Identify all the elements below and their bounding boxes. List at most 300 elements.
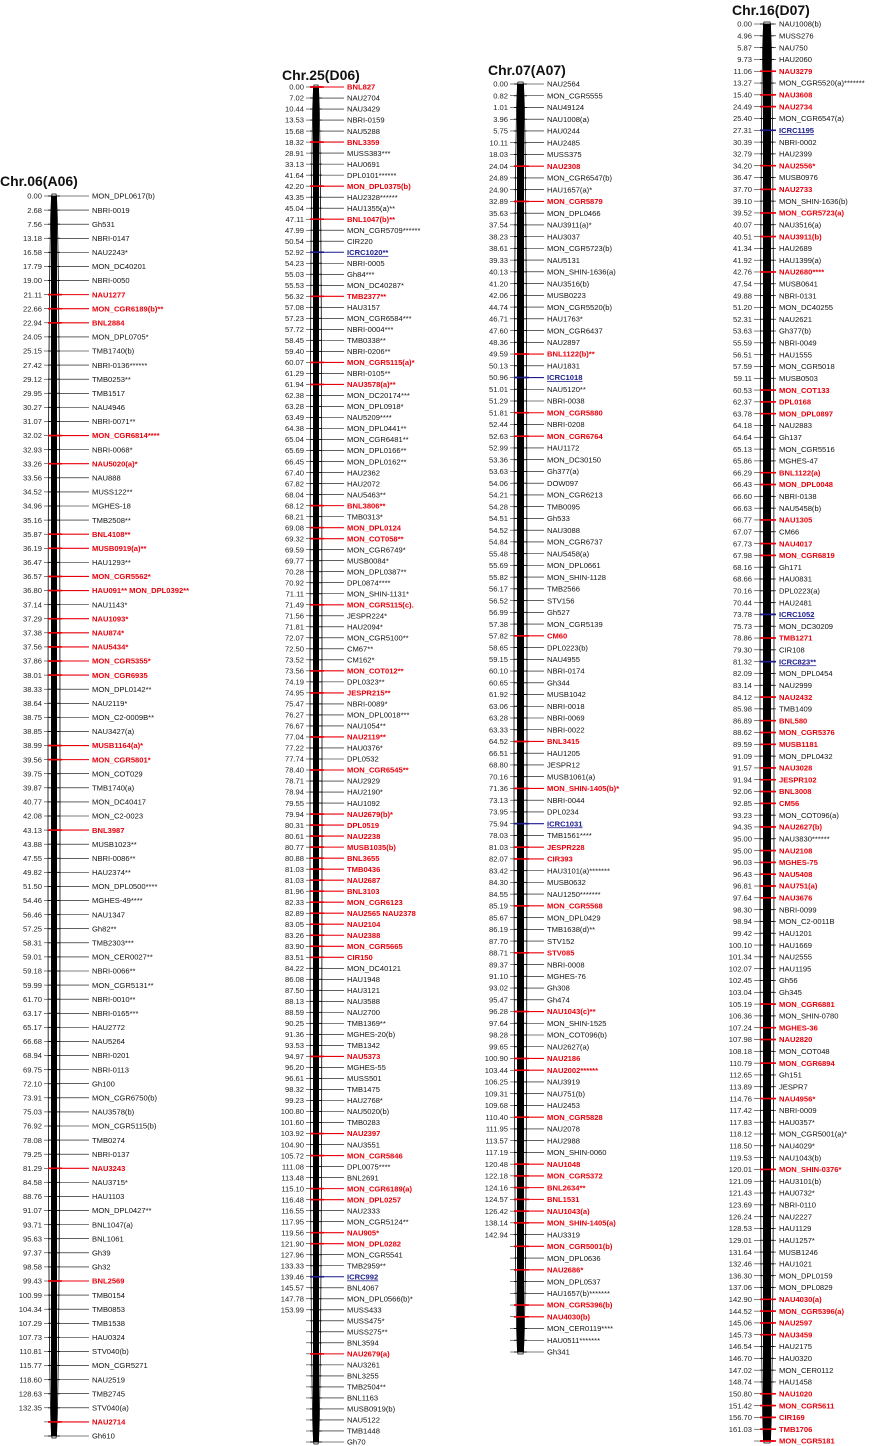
marker-position: 42.08 (22, 811, 42, 821)
marker-name: MON_CGR6547(a) (779, 114, 844, 124)
marker-position: 66.77 (732, 515, 752, 525)
marker-name: BNL3008 (779, 787, 812, 797)
marker-name: MON_DPL0432 (779, 751, 833, 761)
marker-position: 96.43 (732, 869, 752, 879)
marker-name: HAU1201 (779, 928, 812, 938)
marker-position: 81.96 (284, 886, 304, 896)
marker-name: NAU2104 (347, 919, 381, 929)
marker-name: CIR108 (779, 645, 805, 655)
marker-name: MON_CGR5131** (92, 980, 154, 990)
marker-position: 59.40 (284, 347, 304, 357)
marker-name: NBRI-0022 (547, 725, 585, 735)
marker-position: 30.39 (732, 137, 752, 147)
marker-position: 64.52 (488, 737, 508, 747)
marker-position: 40.77 (22, 797, 42, 807)
marker-name: NAU5463** (347, 490, 386, 500)
marker-name: NAU3459 (779, 1330, 813, 1340)
marker-name: HAU2399 (779, 149, 812, 159)
marker-name: NAU3028 (779, 763, 813, 773)
marker-name: TMB1538 (92, 1318, 125, 1328)
marker-position: 97.64 (488, 1018, 508, 1028)
marker-position: 66.45 (284, 457, 304, 467)
marker-name: BNL3415 (547, 737, 580, 747)
marker-position: 94.97 (284, 1052, 304, 1062)
marker-position: 38.64 (22, 698, 42, 708)
marker-name: MON_COT029 (92, 769, 143, 779)
marker-position: 98.28 (488, 1030, 508, 1040)
marker-position: 76.27 (284, 710, 304, 720)
marker-position: 51.01 (488, 384, 508, 394)
marker-name: NAU5122 (347, 1415, 380, 1425)
marker-name: STV156 (547, 596, 575, 606)
marker-name: NAU3911(b) (779, 232, 822, 242)
marker-name: NAU2002****** (547, 1065, 599, 1075)
marker-name: NAU1020 (779, 1389, 813, 1399)
marker-position: 72.50 (284, 644, 304, 654)
marker-position: 21.11 (23, 290, 42, 300)
marker-position: 10.11 (489, 138, 508, 148)
marker-name: Gh308 (547, 983, 570, 993)
marker-position: 91.36 (284, 1030, 304, 1040)
marker-position: 148.74 (728, 1377, 752, 1387)
marker-position: 133.33 (280, 1261, 304, 1271)
marker-position: 70.16 (488, 772, 508, 782)
marker-position: 32.79 (732, 149, 752, 159)
marker-position: 16.58 (22, 248, 42, 258)
chromosome-core (313, 87, 319, 1442)
marker-position: 144.52 (728, 1306, 752, 1316)
marker-name: NAU2897 (547, 337, 580, 347)
marker-name: NAU3588 (347, 997, 380, 1007)
marker-position: 80.77 (284, 842, 304, 852)
marker-name: MUSB0632 (547, 878, 586, 888)
marker-name: NBRI-0008 (547, 960, 585, 970)
marker-position: 32.02 (22, 431, 42, 441)
marker-position: 43.88 (22, 839, 42, 849)
marker-position: 74.95 (284, 688, 304, 698)
marker-name: Gh533 (547, 514, 570, 524)
marker-name: NAU3830****** (779, 834, 830, 844)
marker-position: 47.54 (732, 279, 752, 289)
marker-name: MGHES-18 (92, 501, 131, 511)
marker-position: 137.06 (728, 1283, 752, 1293)
marker-position: 0.00 (493, 79, 508, 89)
marker-name: MUSB0503 (779, 373, 818, 383)
marker-name: BNL3594 (347, 1338, 379, 1348)
marker-position: 79.25 (22, 1149, 42, 1159)
marker-name: CIR169 (779, 1413, 805, 1423)
marker-position: 81.32 (732, 657, 752, 667)
marker-name: MON_CGR5376 (779, 728, 835, 738)
marker-position: 52.99 (488, 443, 508, 453)
marker-position: 96.81 (732, 881, 752, 891)
marker-name: MON_DPL0166** (347, 446, 407, 456)
chromosome-title: Chr.07(A07) (488, 62, 566, 78)
marker-position: 47.11 (285, 214, 304, 224)
marker-name: MON_DPL0441** (347, 424, 407, 434)
marker-position: 126.42 (484, 1206, 508, 1216)
marker-name: TMB0853 (92, 1304, 125, 1314)
marker-name: ICRC992 (347, 1272, 379, 1282)
marker-position: 114.76 (729, 1094, 752, 1104)
marker-position: 73.95 (488, 807, 508, 817)
marker-name: MON_DPL0829 (779, 1283, 833, 1293)
marker-position: 42.76 (732, 267, 752, 277)
marker-name: MON_SHIN-1128 (547, 572, 606, 582)
marker-position: 68.04 (284, 490, 304, 500)
marker-position: 121.90 (280, 1239, 304, 1249)
marker-name: HAU1293** (92, 558, 131, 568)
marker-position: 83.05 (284, 919, 304, 929)
marker-position: 77.22 (284, 743, 304, 753)
marker-name: NAU5020(b) (347, 1107, 390, 1117)
marker-name: TMB1561**** (547, 831, 592, 841)
marker-position: 70.92 (284, 578, 304, 588)
marker-position: 65.17 (22, 1023, 42, 1033)
marker-position: 47.99 (284, 225, 304, 235)
marker-name: MUSB1035(b) (347, 842, 396, 852)
marker-name: MUSB0919(b) (347, 1404, 396, 1414)
marker-position: 57.23 (284, 314, 304, 324)
marker-position: 36.47 (22, 558, 42, 568)
marker-position: 69.75 (22, 1065, 42, 1075)
marker-position: 106.36 (728, 1011, 752, 1021)
marker-name: MUSS375 (547, 150, 582, 160)
marker-name: MON_COT012** (347, 666, 404, 676)
marker-position: 104.90 (280, 1140, 304, 1150)
marker-name: HAU3319 (547, 1230, 580, 1240)
marker-position: 87.70 (488, 936, 508, 946)
marker-name: NAU3279 (779, 66, 813, 76)
marker-position: 59.01 (22, 952, 42, 962)
marker-name: NAU1054** (347, 721, 386, 731)
marker-position: 46.71 (488, 314, 508, 324)
marker-position: 54.23 (284, 258, 304, 268)
marker-name: MON_DPL0257 (347, 1195, 402, 1205)
marker-position: 139.46 (280, 1272, 304, 1282)
marker-name: NAU2333 (347, 1206, 380, 1216)
marker-position: 71.49 (284, 600, 304, 610)
marker-name: NAU2597 (779, 1318, 813, 1328)
marker-position: 55.59 (732, 338, 752, 348)
marker-name: MON_CGR6584*** (347, 314, 412, 324)
marker-position: 88.71 (488, 948, 508, 958)
marker-position: 153.99 (280, 1305, 304, 1315)
marker-name: MGHES-55 (347, 1063, 386, 1073)
marker-name: NAU2820 (779, 1035, 813, 1045)
marker-name: MON_CGR5124** (347, 1217, 409, 1227)
marker-position: 78.71 (284, 776, 304, 786)
marker-position: 37.29 (22, 614, 42, 624)
marker-name: MON_COT133 (779, 385, 830, 395)
marker-name: MUSS275** (347, 1327, 388, 1337)
marker-position: 39.75 (22, 769, 42, 779)
marker-name: ICRC1195 (779, 125, 815, 135)
marker-name: TMB1342 (347, 1041, 380, 1051)
marker-position: 138.14 (484, 1218, 508, 1228)
marker-name: CM56 (779, 799, 800, 809)
marker-position: 58.45 (284, 336, 304, 346)
marker-name: Gh527 (547, 608, 570, 618)
marker-name: BNL2569 (92, 1276, 125, 1286)
marker-name: MON_SHIN-1525 (547, 1018, 607, 1028)
marker-position: 97.64 (732, 893, 752, 903)
marker-name: NAU2078 (547, 1124, 580, 1134)
marker-name: NBRI-0019 (92, 205, 130, 215)
marker-position: 120.48 (484, 1159, 508, 1169)
marker-position: 64.64 (732, 432, 752, 442)
marker-name: DPL0532 (347, 754, 379, 764)
marker-name: JESPR215** (347, 688, 391, 698)
marker-name: NAU2734 (779, 102, 813, 112)
marker-name: BNL3655 (347, 853, 380, 863)
marker-name: MON_CGR5516 (779, 444, 835, 454)
marker-name: HAU1669 (779, 940, 812, 950)
marker-name: MON_SHIN-1405(b)* (547, 784, 620, 794)
marker-position: 113.57 (485, 1136, 508, 1146)
marker-name: NAU3715* (92, 1178, 128, 1188)
marker-name: NAU2929 (347, 776, 380, 786)
marker-name: Gh377(a) (547, 467, 580, 477)
marker-name: HAU2453 (547, 1101, 580, 1111)
marker-position: 81.03 (284, 864, 304, 874)
marker-name: TMB0154 (92, 1290, 125, 1300)
marker-name: NAU5120** (547, 384, 586, 394)
marker-name: CM67** (347, 644, 374, 654)
marker-name: NAU1043(a) (547, 1206, 590, 1216)
marker-position: 142.90 (728, 1295, 752, 1304)
marker-name: NAU2119** (347, 732, 386, 742)
marker-name: ICRC1052 (779, 610, 815, 620)
marker-position: 59.15 (488, 654, 508, 664)
marker-position: 42.06 (488, 291, 508, 301)
marker-position: 54.06 (488, 478, 508, 488)
marker-name: NAU5020(a)* (92, 459, 138, 469)
marker-name: MON_CGR5139 (547, 619, 603, 629)
marker-name: NBRI-0069 (547, 713, 585, 723)
marker-position: 0.00 (289, 82, 304, 92)
marker-name: ICRC1018 (547, 373, 583, 383)
marker-name: DPL0874**** (347, 578, 391, 588)
marker-name: NBRI-0004*** (347, 325, 394, 335)
marker-name: NAU3427(a) (92, 727, 135, 737)
marker-position: 91.10 (488, 971, 508, 981)
marker-position: 53.63 (488, 467, 508, 477)
marker-name: MGHES-47 (779, 456, 818, 466)
marker-position: 136.30 (728, 1271, 752, 1281)
marker-name: Gh151 (779, 1070, 802, 1080)
marker-position: 107.73 (18, 1333, 42, 1343)
marker-position: 17.79 (22, 262, 42, 272)
marker-name: NAU2565 NAU2378 (347, 908, 416, 918)
marker-name: Gh137 (779, 432, 802, 442)
marker-name: MON_CGR5562* (92, 572, 151, 582)
marker-name: BNL3359 (347, 137, 380, 147)
marker-position: 92.85 (732, 799, 752, 809)
marker-position: 34.20 (732, 161, 752, 171)
marker-name: BNL2634** (547, 1183, 586, 1193)
marker-name: MON_DPL0466 (547, 208, 601, 218)
marker-position: 82.33 (284, 897, 304, 907)
marker-position: 41.92 (732, 255, 752, 265)
marker-position: 40.07 (732, 220, 752, 230)
marker-position: 84.12 (732, 692, 752, 702)
marker-name: HAU3037 (547, 232, 580, 242)
marker-name: NBRI-0010** (92, 994, 136, 1004)
marker-name: MON_SHIN-1636(b) (779, 196, 848, 206)
marker-name: NAU3516(a) (779, 220, 822, 230)
marker-position: 34.52 (22, 487, 42, 497)
marker-position: 55.53 (284, 280, 304, 290)
marker-name: HAU2190* (347, 787, 383, 797)
marker-position: 88.59 (284, 1008, 304, 1018)
marker-name: NAU1093* (92, 614, 129, 624)
marker-name: NAU3608 (779, 90, 813, 100)
marker-position: 128.53 (728, 1224, 752, 1234)
marker-name: NBRI-0009 (779, 1106, 817, 1116)
marker-position: 131.64 (728, 1247, 752, 1257)
marker-position: 68.16 (732, 562, 752, 572)
marker-position: 70.44 (732, 598, 752, 608)
marker-name: NAU4955 (547, 654, 580, 664)
marker-position: 85.67 (488, 913, 508, 923)
marker-name: Gh70 (347, 1437, 366, 1446)
marker-name: BNL3255 (347, 1371, 379, 1381)
marker-name: HAU0244 (547, 126, 580, 136)
marker-name: MON_DPL0048 (779, 480, 834, 490)
marker-position: 66.68 (22, 1037, 42, 1047)
marker-position: 120.01 (728, 1165, 752, 1175)
marker-name: HAU2772 (92, 1023, 125, 1033)
marker-position: 69.77 (284, 556, 304, 566)
marker-name: HAU2094* (347, 622, 383, 632)
marker-position: 0.00 (737, 19, 752, 29)
marker-name: MON_CGR5709****** (347, 225, 421, 235)
marker-name: MUSB0084* (347, 556, 389, 566)
marker-name: MON_CGR6123 (347, 897, 403, 907)
marker-position: 119.56 (281, 1228, 304, 1238)
marker-position: 54.21 (488, 490, 508, 500)
marker-name: NAU4029* (779, 1141, 815, 1151)
marker-position: 2.68 (27, 205, 42, 215)
marker-name: NAU3919 (547, 1077, 580, 1087)
marker-name: Gh345 (779, 987, 802, 997)
marker-position: 47.60 (488, 326, 508, 336)
marker-name: MON_CGR5520(a)******* (779, 78, 865, 88)
marker-position: 60.07 (284, 358, 304, 368)
marker-position: 83.90 (284, 941, 304, 951)
marker-position: 124.57 (484, 1195, 508, 1205)
marker-position: 38.85 (22, 727, 42, 737)
marker-position: 38.61 (488, 244, 508, 254)
marker-position: 35.16 (22, 515, 42, 525)
marker-name: NBRI-0071** (92, 417, 136, 427)
marker-position: 102.45 (728, 976, 752, 986)
marker-position: 50.96 (488, 373, 508, 383)
marker-name: TMB1517 (92, 388, 125, 398)
marker-position: 10.44 (284, 104, 304, 114)
marker-name: MUSB0976 (779, 173, 818, 183)
marker-position: 68.80 (488, 760, 508, 770)
marker-name: MON_SHIN-1636(a) (547, 267, 616, 277)
marker-name: NBRI-0131 (779, 291, 817, 301)
marker-name: NAU2700 (347, 1008, 380, 1018)
marker-name: TMB0253** (92, 374, 131, 384)
marker-position: 121.09 (728, 1176, 752, 1186)
marker-position: 106.25 (484, 1077, 508, 1087)
marker-name: NAU2519 (92, 1375, 125, 1385)
marker-position: 64.18 (732, 421, 752, 431)
marker-position: 49.88 (732, 291, 752, 301)
marker-position: 65.04 (284, 435, 304, 445)
marker-name: Gh39 (92, 1248, 111, 1258)
marker-position: 71.11 (285, 589, 304, 599)
marker-name: Gh84*** (347, 269, 375, 279)
marker-position: 18.32 (284, 137, 304, 147)
marker-position: 66.63 (732, 503, 752, 513)
marker-name: NAU2714 (92, 1417, 126, 1427)
marker-name: DPL0075**** (347, 1162, 391, 1172)
marker-name: HAU1355(a)** (347, 203, 396, 213)
marker-name: MON_SHIN-1405(a) (547, 1218, 616, 1228)
marker-position: 51.81 (488, 408, 508, 418)
marker-name: MON_CGR6189(a) (347, 1184, 412, 1194)
marker-name: NAU2999 (779, 680, 812, 690)
marker-name: TMB0283 (347, 1118, 380, 1128)
marker-name: NAU5458(a) (547, 549, 590, 559)
marker-name: MON_COT048 (779, 1047, 830, 1057)
marker-name: MON_COT096(b) (547, 1030, 607, 1040)
marker-position: 113.89 (729, 1082, 752, 1092)
marker-position: 38.01 (22, 670, 42, 680)
marker-name: NAU2397 (347, 1129, 381, 1139)
marker-name: BNL3806** (347, 501, 386, 511)
marker-position: 115.10 (281, 1184, 304, 1194)
marker-position: 59.18 (22, 966, 42, 976)
marker-position: 57.72 (284, 325, 304, 335)
marker-name: MON_SHIN-0060 (547, 1148, 607, 1158)
marker-position: 105.72 (280, 1151, 304, 1161)
chromosome-title: Chr.06(A06) (0, 173, 78, 189)
marker-name: NBRI-0089* (347, 699, 388, 709)
marker-name: TMB2508** (92, 515, 131, 525)
marker-position: 69.32 (284, 534, 304, 544)
marker-position: 39.56 (22, 755, 42, 765)
marker-position: 91.57 (732, 763, 752, 773)
marker-name: HAU0732* (779, 1188, 815, 1198)
chromosome-3 (485, 62, 619, 1357)
marker-name: Gh171 (779, 562, 802, 572)
marker-name: MON_CGR5879 (547, 197, 603, 207)
marker-position: 151.42 (728, 1401, 752, 1411)
marker-position: 22.94 (22, 318, 42, 328)
marker-position: 38.33 (22, 684, 42, 694)
marker-position: 117.95 (281, 1217, 304, 1227)
marker-position: 33.13 (284, 159, 304, 169)
marker-name: BNL1531 (547, 1195, 580, 1205)
marker-position: 24.05 (22, 332, 42, 342)
marker-name: MON_CGR5271 (92, 1361, 148, 1371)
marker-position: 91.94 (732, 775, 752, 785)
marker-name: NAU2883 (779, 421, 812, 431)
marker-position: 30.27 (22, 403, 42, 413)
marker-name: TMB1271 (779, 633, 813, 643)
marker-position: 100.80 (280, 1107, 304, 1117)
marker-position: 78.86 (732, 633, 752, 643)
marker-name: NAU2308 (547, 161, 581, 171)
marker-position: 22.66 (22, 304, 42, 314)
marker-position: 57.08 (284, 303, 304, 313)
